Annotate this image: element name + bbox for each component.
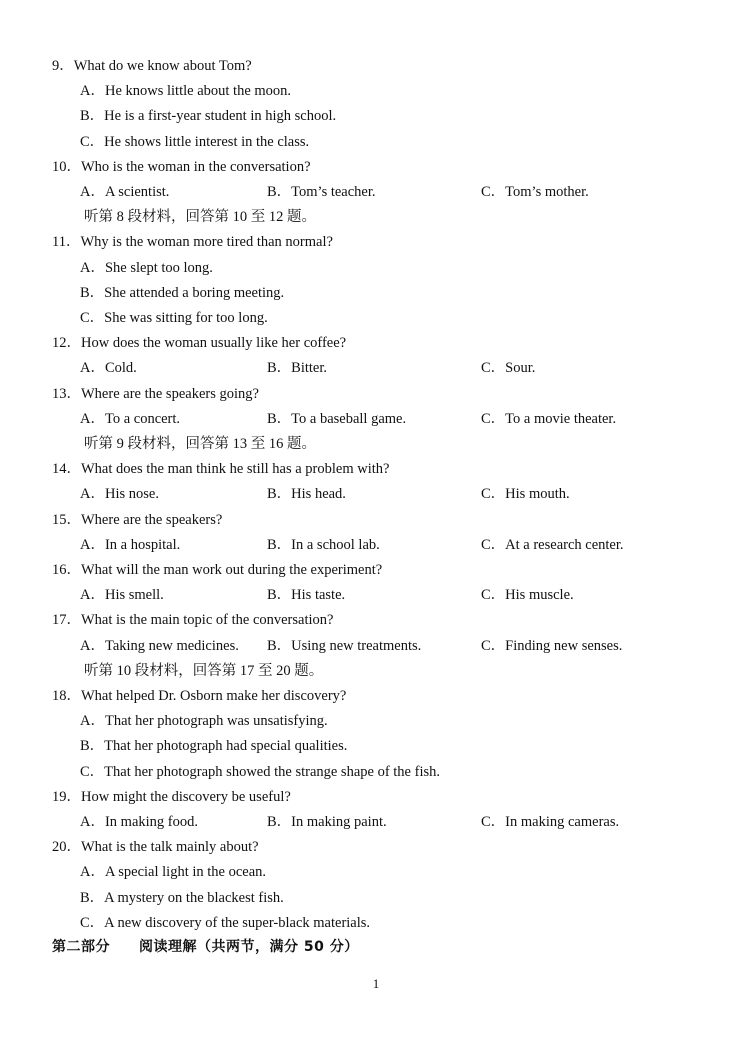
option-a: A．Cold. (80, 360, 137, 376)
question-stem: 15．Where are the speakers? (52, 512, 223, 528)
option-line: A．She slept too long. (80, 260, 213, 276)
option-a: A．His nose. (80, 486, 159, 502)
option-b: B．Bitter. (267, 360, 328, 376)
question-stem: 11．Why is the woman more tired than normal? (52, 234, 333, 250)
option-line: C．He shows little interest in the class. (80, 134, 310, 150)
option-c: C．At a research center. (481, 537, 624, 553)
question-stem: 10．Who is the woman in the conversation? (52, 159, 311, 175)
option-c: C．Sour. (481, 360, 536, 376)
option-line: B．That her photograph had special qualities. (80, 738, 348, 754)
option-b: B．In a school lab. (267, 537, 380, 553)
listening-instruction: 听第 8 段材料，回答第 10 至 12 题。 (84, 209, 316, 225)
section-heading: 第二部分 阅读理解（共两节，满分 50 分） (52, 939, 359, 955)
option-b: B．To a baseball game. (267, 411, 407, 427)
option-a: A．Taking new medicines. (80, 638, 239, 654)
option-c: C．Finding new senses. (481, 638, 623, 654)
question-stem: 19．How might the discovery be useful? (52, 789, 291, 805)
option-c: C．His muscle. (481, 587, 574, 603)
question-stem: 16．What will the man work out during the experiment? (52, 562, 383, 578)
option-line: B．A mystery on the blackest fish. (80, 890, 284, 906)
option-b: B．In making paint. (267, 814, 387, 830)
option-b: B．His head. (267, 486, 346, 502)
option-line: A．He knows little about the moon. (80, 83, 292, 99)
question-stem: 9．What do we know about Tom? (52, 58, 252, 74)
option-line: A．A special light in the ocean. (80, 864, 267, 880)
option-c: C．His mouth. (481, 486, 570, 502)
option-b: B．Tom’s teacher. (267, 184, 376, 200)
question-stem: 13．Where are the speakers going? (52, 386, 259, 402)
option-a: A．In a hospital. (80, 537, 181, 553)
question-stem: 14．What does the man think he still has a problem with? (52, 461, 390, 477)
option-b: B．His taste. (267, 587, 346, 603)
option-c: C．Tom’s mother. (481, 184, 589, 200)
listening-instruction: 听第 9 段材料，回答第 13 至 16 题。 (84, 436, 316, 452)
question-stem: 18．What helped Dr. Osborn make her discovery? (52, 688, 347, 704)
option-line: A．That her photograph was unsatisfying. (80, 713, 328, 729)
option-line: C．That her photograph showed the strange shape of the fish. (80, 764, 440, 780)
option-a: A．To a concert. (80, 411, 181, 427)
option-a: A．His smell. (80, 587, 164, 603)
option-c: C．In making cameras. (481, 814, 620, 830)
option-line: C．A new discovery of the super-black materials. (80, 915, 371, 931)
option-line: C．She was sitting for too long. (80, 310, 268, 326)
option-line: B．She attended a boring meeting. (80, 285, 285, 301)
question-stem: 17．What is the main topic of the conversation? (52, 612, 334, 628)
option-a: A．A scientist. (80, 184, 170, 200)
listening-instruction: 听第 10 段材料，回答第 17 至 20 题。 (84, 663, 324, 679)
option-a: A．In making food. (80, 814, 198, 830)
option-b: B．Using new treatments. (267, 638, 422, 654)
option-c: C．To a movie theater. (481, 411, 617, 427)
option-line: B．He is a first-year student in high school. (80, 108, 337, 124)
page-number: 1 (372, 976, 380, 991)
question-stem: 12．How does the woman usually like her coffee? (52, 335, 347, 351)
question-stem: 20．What is the talk mainly about? (52, 839, 259, 855)
